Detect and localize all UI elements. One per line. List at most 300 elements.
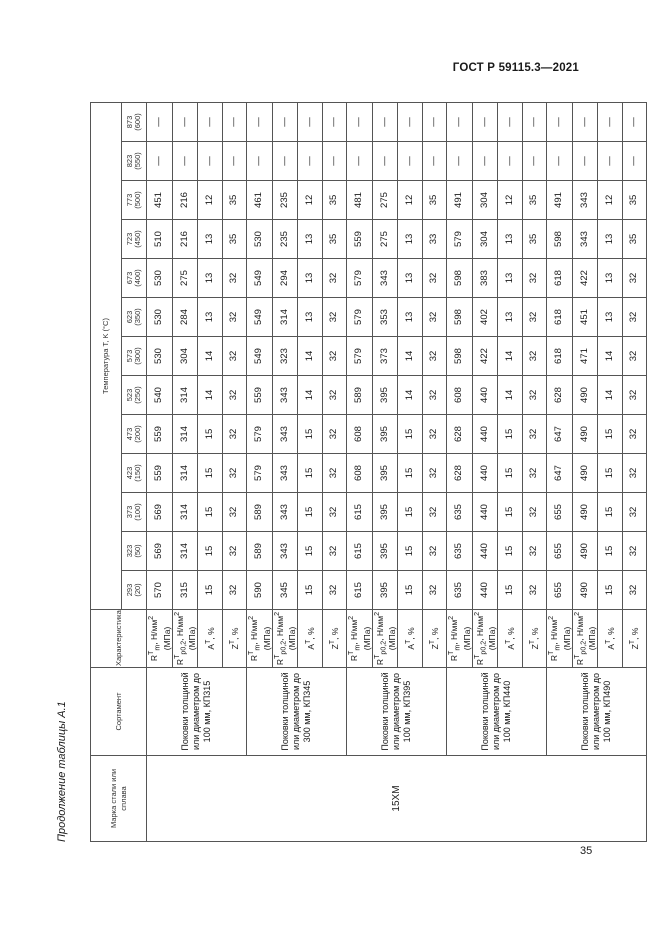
value-cell: 32 xyxy=(422,259,447,298)
temperature-celsius: (400) xyxy=(133,269,142,287)
value-cell: 383 xyxy=(472,259,498,298)
temperature-celsius: (450) xyxy=(133,230,142,248)
value-cell: 304 xyxy=(472,181,498,220)
value-cell: — xyxy=(147,142,173,181)
value-cell: 530 xyxy=(247,220,273,259)
value-cell: 32 xyxy=(522,415,547,454)
assortment-cell: Поковки толщиной или диаметром до 100 мм, КП315 xyxy=(147,668,247,756)
characteristic-cell: $R^T_{p0,2}$, $Н/мм^2$ (МПа) xyxy=(372,610,398,668)
value-cell: 314 xyxy=(172,532,198,571)
header-assortment: Сортамент xyxy=(91,668,147,756)
value-cell: 32 xyxy=(622,571,647,610)
value-cell: 14 xyxy=(198,337,223,376)
value-cell: 15 xyxy=(298,415,323,454)
value-cell: — xyxy=(372,103,398,142)
value-cell: 647 xyxy=(547,415,573,454)
value-cell: — xyxy=(347,142,373,181)
value-cell: 13 xyxy=(198,298,223,337)
value-cell: 32 xyxy=(622,532,647,571)
value-cell: 32 xyxy=(522,493,547,532)
value-cell: — xyxy=(172,142,198,181)
value-cell: 12 xyxy=(198,181,223,220)
value-cell: 15 xyxy=(498,415,523,454)
value-cell: 14 xyxy=(598,376,623,415)
characteristic-cell: $A^T$, % xyxy=(398,610,423,668)
value-cell: 32 xyxy=(622,415,647,454)
value-cell: — xyxy=(398,103,423,142)
value-cell: 440 xyxy=(472,454,498,493)
value-cell: 440 xyxy=(472,532,498,571)
value-cell: 32 xyxy=(622,493,647,532)
value-cell: 440 xyxy=(472,493,498,532)
value-cell: — xyxy=(172,103,198,142)
value-cell: 395 xyxy=(372,571,398,610)
value-cell: 13 xyxy=(398,259,423,298)
value-cell: 13 xyxy=(398,220,423,259)
value-cell: 490 xyxy=(572,571,598,610)
value-cell: 275 xyxy=(172,259,198,298)
value-cell: 635 xyxy=(447,532,473,571)
value-cell: 15 xyxy=(298,454,323,493)
temperature-header xyxy=(122,181,147,220)
value-cell: 15 xyxy=(298,532,323,571)
value-cell: 395 xyxy=(372,376,398,415)
value-cell: 15 xyxy=(498,532,523,571)
value-cell: 13 xyxy=(598,220,623,259)
temperature-kelvin: 523 xyxy=(125,388,134,402)
value-cell: 15 xyxy=(298,493,323,532)
value-cell: 275 xyxy=(372,220,398,259)
value-cell: 32 xyxy=(222,571,247,610)
value-cell: 530 xyxy=(147,298,173,337)
value-cell: 549 xyxy=(247,259,273,298)
value-cell: 395 xyxy=(372,454,398,493)
value-cell: 12 xyxy=(298,181,323,220)
value-cell: 14 xyxy=(298,376,323,415)
temperature-kelvin: 373 xyxy=(125,505,134,519)
temperature-header xyxy=(122,259,147,298)
value-cell: 32 xyxy=(322,337,347,376)
temperature-celsius: (600) xyxy=(133,113,142,131)
temperature-celsius: (250) xyxy=(133,386,142,404)
value-cell: 32 xyxy=(522,298,547,337)
value-cell: 315 xyxy=(172,571,198,610)
value-cell: 15 xyxy=(398,571,423,610)
value-cell: 618 xyxy=(547,259,573,298)
value-cell: 589 xyxy=(247,493,273,532)
value-cell: 15 xyxy=(598,532,623,571)
value-cell: 314 xyxy=(172,376,198,415)
value-cell: 32 xyxy=(622,259,647,298)
value-cell: 13 xyxy=(598,259,623,298)
value-cell: 579 xyxy=(347,259,373,298)
value-cell: 35 xyxy=(522,220,547,259)
value-cell: — xyxy=(522,103,547,142)
value-cell: — xyxy=(222,103,247,142)
value-cell: 32 xyxy=(222,454,247,493)
value-cell: 35 xyxy=(222,181,247,220)
temperature-header xyxy=(122,376,147,415)
value-cell: 13 xyxy=(498,259,523,298)
value-cell: 451 xyxy=(572,298,598,337)
characteristic-cell: $R^T_m$, $Н/мм^2$ (МПа) xyxy=(547,610,573,668)
value-cell: 579 xyxy=(247,454,273,493)
value-cell: — xyxy=(222,142,247,181)
table-row xyxy=(347,103,373,842)
value-cell: 32 xyxy=(522,454,547,493)
characteristic-cell: $R^T_{p0,2}$, $Н/мм^2$ (МПа) xyxy=(572,610,598,668)
value-cell: — xyxy=(198,103,223,142)
value-cell: 13 xyxy=(298,259,323,298)
value-cell: 35 xyxy=(322,181,347,220)
value-cell: 422 xyxy=(472,337,498,376)
temperature-celsius: (50) xyxy=(133,544,142,558)
temperature-celsius: (20) xyxy=(133,583,142,597)
header-characteristic: Характеристика xyxy=(91,610,147,668)
value-cell: 32 xyxy=(322,298,347,337)
characteristic-cell: $R^T_m$, $Н/мм^2$ (МПа) xyxy=(247,610,273,668)
characteristic-cell: $A^T$, % xyxy=(198,610,223,668)
value-cell: 343 xyxy=(572,181,598,220)
temperature-celsius: (350) xyxy=(133,308,142,326)
value-cell: 13 xyxy=(498,220,523,259)
temperature-header xyxy=(122,220,147,259)
value-cell: 598 xyxy=(447,259,473,298)
characteristic-cell: $Z^T$, % xyxy=(422,610,447,668)
value-cell: — xyxy=(147,103,173,142)
value-cell: 32 xyxy=(322,259,347,298)
value-cell: 491 xyxy=(547,181,573,220)
temperature-kelvin: 773 xyxy=(125,193,134,207)
value-cell: 490 xyxy=(572,493,598,532)
value-cell: 618 xyxy=(547,298,573,337)
characteristic-cell: $Z^T$, % xyxy=(222,610,247,668)
value-cell: 14 xyxy=(198,376,223,415)
characteristic-cell: $R^T_{p0,2}$, $Н/мм^2$ (МПа) xyxy=(172,610,198,668)
value-cell: 343 xyxy=(372,259,398,298)
assortment-cell: Поковки толщиной или диаметром до 100 мм, КП490 xyxy=(547,668,647,756)
value-cell: 628 xyxy=(447,415,473,454)
temperature-header xyxy=(122,493,147,532)
value-cell: 15 xyxy=(598,415,623,454)
value-cell: 589 xyxy=(247,532,273,571)
value-cell: 615 xyxy=(347,493,373,532)
value-cell: 15 xyxy=(198,532,223,571)
value-cell: 13 xyxy=(298,220,323,259)
value-cell: 32 xyxy=(422,415,447,454)
characteristic-cell: $A^T$, % xyxy=(298,610,323,668)
value-cell: 530 xyxy=(147,259,173,298)
value-cell: 32 xyxy=(222,337,247,376)
value-cell: 14 xyxy=(398,376,423,415)
temperature-header xyxy=(122,337,147,376)
table-row xyxy=(447,103,473,842)
value-cell: 608 xyxy=(347,454,373,493)
value-cell: 314 xyxy=(172,415,198,454)
value-cell: 35 xyxy=(622,220,647,259)
value-cell: — xyxy=(447,103,473,142)
value-cell: 598 xyxy=(447,337,473,376)
value-cell: 35 xyxy=(422,181,447,220)
value-cell: 32 xyxy=(222,259,247,298)
value-cell: 343 xyxy=(272,532,298,571)
value-cell: 12 xyxy=(398,181,423,220)
value-cell: 32 xyxy=(322,415,347,454)
value-cell: — xyxy=(547,142,573,181)
value-cell: 14 xyxy=(498,376,523,415)
value-cell: — xyxy=(422,142,447,181)
value-cell: 549 xyxy=(247,337,273,376)
value-cell: 343 xyxy=(272,415,298,454)
value-cell: 15 xyxy=(498,493,523,532)
value-cell: 569 xyxy=(147,532,173,571)
value-cell: 579 xyxy=(347,337,373,376)
value-cell: 559 xyxy=(147,415,173,454)
steel-grade: 15ХМ xyxy=(147,756,647,842)
temperature-celsius: (550) xyxy=(133,152,142,170)
value-cell: 32 xyxy=(522,259,547,298)
value-cell: 491 xyxy=(447,181,473,220)
page-number: 35 xyxy=(580,845,593,857)
value-cell: 635 xyxy=(447,571,473,610)
temperature-kelvin: 293 xyxy=(125,583,134,597)
value-cell: 32 xyxy=(422,337,447,376)
value-cell: 15 xyxy=(398,415,423,454)
temperature-kelvin: 723 xyxy=(125,232,134,246)
value-cell: 235 xyxy=(272,181,298,220)
value-cell: 15 xyxy=(198,493,223,532)
value-cell: 570 xyxy=(147,571,173,610)
value-cell: — xyxy=(272,142,298,181)
value-cell: — xyxy=(472,142,498,181)
value-cell: — xyxy=(398,142,423,181)
assortment-cell: Поковки толщиной или диаметром до 300 мм, КП345 xyxy=(247,668,347,756)
value-cell: 615 xyxy=(347,571,373,610)
value-cell: 35 xyxy=(222,220,247,259)
value-cell: 14 xyxy=(498,337,523,376)
value-cell: — xyxy=(498,103,523,142)
value-cell: 345 xyxy=(272,571,298,610)
value-cell: — xyxy=(372,142,398,181)
value-cell: 32 xyxy=(422,376,447,415)
rotated-table-page xyxy=(50,90,641,842)
temperature-header xyxy=(122,454,147,493)
value-cell: 35 xyxy=(522,181,547,220)
characteristic-cell: $Z^T$, % xyxy=(622,610,647,668)
value-cell: — xyxy=(572,142,598,181)
value-cell: 32 xyxy=(322,493,347,532)
value-cell: — xyxy=(347,103,373,142)
value-cell: 490 xyxy=(572,532,598,571)
characteristic-cell: $Z^T$, % xyxy=(522,610,547,668)
value-cell: — xyxy=(622,142,647,181)
value-cell: 608 xyxy=(447,376,473,415)
value-cell: 32 xyxy=(322,376,347,415)
value-cell: 15 xyxy=(598,571,623,610)
value-cell: 32 xyxy=(422,532,447,571)
value-cell: 440 xyxy=(472,571,498,610)
value-cell: — xyxy=(298,103,323,142)
value-cell: 343 xyxy=(272,376,298,415)
value-cell: 598 xyxy=(447,298,473,337)
table-row xyxy=(147,103,173,842)
table-row xyxy=(547,103,573,842)
value-cell: 451 xyxy=(147,181,173,220)
value-cell: 353 xyxy=(372,298,398,337)
value-cell: — xyxy=(598,103,623,142)
value-cell: 481 xyxy=(347,181,373,220)
value-cell: 35 xyxy=(322,220,347,259)
value-cell: 12 xyxy=(598,181,623,220)
value-cell: 15 xyxy=(498,454,523,493)
document-header: ГОСТ Р 59115.3—2021 xyxy=(452,62,579,74)
temperature-header xyxy=(122,298,147,337)
value-cell: — xyxy=(272,103,298,142)
value-cell: 32 xyxy=(622,376,647,415)
value-cell: 608 xyxy=(347,415,373,454)
header-temperature: Температура T, K (°C) xyxy=(91,103,122,610)
value-cell: 13 xyxy=(398,298,423,337)
value-cell: 13 xyxy=(598,298,623,337)
value-cell: 314 xyxy=(272,298,298,337)
value-cell: — xyxy=(522,142,547,181)
value-cell: 32 xyxy=(422,298,447,337)
value-cell: 12 xyxy=(498,181,523,220)
value-cell: — xyxy=(422,103,447,142)
characteristic-cell: $R^T_m$, $Н/мм^2$ (МПа) xyxy=(347,610,373,668)
temperature-header xyxy=(122,532,147,571)
value-cell: — xyxy=(198,142,223,181)
temperature-kelvin: 673 xyxy=(125,271,134,285)
value-cell: 343 xyxy=(572,220,598,259)
value-cell: 13 xyxy=(198,259,223,298)
value-cell: 402 xyxy=(472,298,498,337)
characteristic-cell: $Z^T$, % xyxy=(322,610,347,668)
table-caption: Продолжение таблицы А.1 xyxy=(56,701,68,842)
value-cell: 216 xyxy=(172,220,198,259)
value-cell: 590 xyxy=(247,571,273,610)
value-cell: 395 xyxy=(372,493,398,532)
value-cell: 440 xyxy=(472,376,498,415)
value-cell: 32 xyxy=(622,454,647,493)
value-cell: 655 xyxy=(547,493,573,532)
value-cell: — xyxy=(472,103,498,142)
value-cell: 589 xyxy=(347,376,373,415)
temperature-kelvin: 623 xyxy=(125,310,134,324)
value-cell: 569 xyxy=(147,493,173,532)
value-cell: 32 xyxy=(422,454,447,493)
characteristic-cell: $R^T_{p0,2}$, $Н/мм^2$ (МПа) xyxy=(472,610,498,668)
value-cell: 615 xyxy=(347,532,373,571)
value-cell: 323 xyxy=(272,337,298,376)
value-cell: 32 xyxy=(422,493,447,532)
assortment-cell: Поковки толщиной или диаметром до 100 мм, КП440 xyxy=(447,668,547,756)
value-cell: 461 xyxy=(247,181,273,220)
value-cell: 15 xyxy=(198,415,223,454)
temperature-header xyxy=(122,103,147,142)
temperature-celsius: (100) xyxy=(133,503,142,521)
value-cell: 373 xyxy=(372,337,398,376)
value-cell: 15 xyxy=(198,571,223,610)
value-cell: 559 xyxy=(347,220,373,259)
temperature-kelvin: 323 xyxy=(125,544,134,558)
value-cell: — xyxy=(572,103,598,142)
characteristic-cell: $A^T$, % xyxy=(598,610,623,668)
value-cell: 15 xyxy=(498,571,523,610)
value-cell: 32 xyxy=(522,571,547,610)
value-cell: 14 xyxy=(398,337,423,376)
properties-table xyxy=(90,102,647,842)
value-cell: 628 xyxy=(447,454,473,493)
temperature-header xyxy=(122,142,147,181)
value-cell: 32 xyxy=(222,376,247,415)
value-cell: 440 xyxy=(472,415,498,454)
value-cell: 530 xyxy=(147,337,173,376)
temperature-header xyxy=(122,415,147,454)
value-cell: 33 xyxy=(422,220,447,259)
value-cell: 579 xyxy=(247,415,273,454)
value-cell: 343 xyxy=(272,493,298,532)
value-cell: 32 xyxy=(322,454,347,493)
value-cell: 35 xyxy=(622,181,647,220)
value-cell: 395 xyxy=(372,415,398,454)
value-cell: 540 xyxy=(147,376,173,415)
value-cell: — xyxy=(322,142,347,181)
value-cell: 655 xyxy=(547,571,573,610)
table-row xyxy=(247,103,273,842)
value-cell: 13 xyxy=(298,298,323,337)
value-cell: 549 xyxy=(247,298,273,337)
value-cell: 32 xyxy=(622,337,647,376)
value-cell: 235 xyxy=(272,220,298,259)
value-cell: 510 xyxy=(147,220,173,259)
value-cell: 14 xyxy=(298,337,323,376)
value-cell: 14 xyxy=(598,337,623,376)
characteristic-cell: $R^T_m$, $Н/мм^2$ (МПа) xyxy=(447,610,473,668)
value-cell: 598 xyxy=(547,220,573,259)
value-cell: 32 xyxy=(522,376,547,415)
value-cell: 32 xyxy=(322,571,347,610)
value-cell: — xyxy=(298,142,323,181)
temperature-celsius: (200) xyxy=(133,425,142,443)
value-cell: 490 xyxy=(572,376,598,415)
value-cell: 579 xyxy=(347,298,373,337)
value-cell: 32 xyxy=(322,532,347,571)
temperature-celsius: (150) xyxy=(133,464,142,482)
value-cell: 490 xyxy=(572,415,598,454)
header-grade: Марка стали или сплава xyxy=(91,756,147,842)
value-cell: 628 xyxy=(547,376,573,415)
value-cell: 618 xyxy=(547,337,573,376)
value-cell: 471 xyxy=(572,337,598,376)
value-cell: — xyxy=(322,103,347,142)
characteristic-cell: $R^T_{p0,2}$, $Н/мм^2$ (МПа) xyxy=(272,610,298,668)
value-cell: 294 xyxy=(272,259,298,298)
value-cell: 32 xyxy=(222,298,247,337)
value-cell: 15 xyxy=(198,454,223,493)
value-cell: 15 xyxy=(598,454,623,493)
value-cell: 32 xyxy=(522,337,547,376)
value-cell: 635 xyxy=(447,493,473,532)
value-cell: 559 xyxy=(247,376,273,415)
value-cell: 32 xyxy=(222,493,247,532)
value-cell: 216 xyxy=(172,181,198,220)
value-cell: 32 xyxy=(522,532,547,571)
value-cell: — xyxy=(622,103,647,142)
value-cell: 314 xyxy=(172,493,198,532)
value-cell: 284 xyxy=(172,298,198,337)
temperature-kelvin: 473 xyxy=(125,427,134,441)
